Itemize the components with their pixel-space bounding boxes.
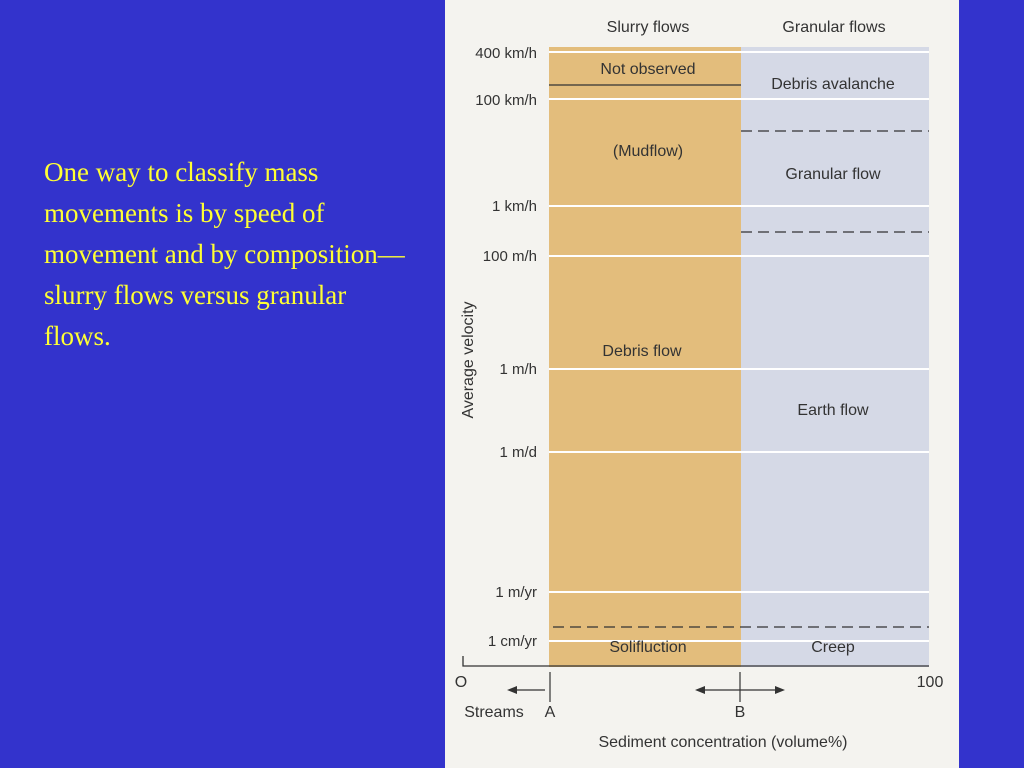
region-creep: Creep bbox=[811, 639, 855, 656]
x-axis-title: Sediment concentration (volume%) bbox=[598, 734, 848, 751]
tick-label-1cmyr: 1 cm/yr bbox=[487, 633, 537, 650]
arrowhead-right-icon bbox=[775, 686, 785, 694]
tick-label-400kmh: 400 km/h bbox=[475, 45, 537, 62]
granular-flows-header: Granular flows bbox=[782, 19, 886, 36]
tick-label-100kmh: 100 km/h bbox=[475, 92, 537, 109]
tick-label-100mh: 100 m/h bbox=[482, 248, 537, 265]
slurry-flows-header: Slurry flows bbox=[606, 19, 690, 36]
mass-movement-diagram bbox=[445, 0, 959, 768]
tick-label-1md: 1 m/d bbox=[499, 444, 537, 461]
x-axis-min-label: O bbox=[454, 674, 468, 691]
arrowhead-left-icon bbox=[695, 686, 705, 694]
marker-a-label: A bbox=[544, 704, 556, 721]
region-solifluction: Solifluction bbox=[609, 639, 687, 656]
region-mudflow: (Mudflow) bbox=[612, 143, 684, 160]
streams-label: Streams bbox=[464, 704, 524, 721]
region-earth-flow: Earth flow bbox=[797, 402, 869, 419]
marker-b-label: B bbox=[734, 704, 746, 721]
tick-label-1mh: 1 m/h bbox=[499, 361, 537, 378]
region-debris-avalanche: Debris avalanche bbox=[771, 76, 895, 93]
tick-label-1myr: 1 m/yr bbox=[495, 584, 537, 601]
tick-label-1kmh: 1 km/h bbox=[491, 198, 537, 215]
y-axis-title: Average velocity bbox=[460, 301, 477, 419]
caption-text: One way to classify mass movements is by speed of movement and by composition—slurry flows versus granular flows. bbox=[44, 157, 405, 351]
streams-arrowhead-icon bbox=[507, 686, 517, 694]
region-not-observed: Not observed bbox=[600, 61, 696, 78]
granular-flows-band bbox=[741, 47, 929, 667]
x-axis-max-label: 100 bbox=[916, 674, 944, 691]
region-debris-flow: Debris flow bbox=[602, 343, 682, 360]
region-granular-flow: Granular flow bbox=[785, 166, 881, 183]
